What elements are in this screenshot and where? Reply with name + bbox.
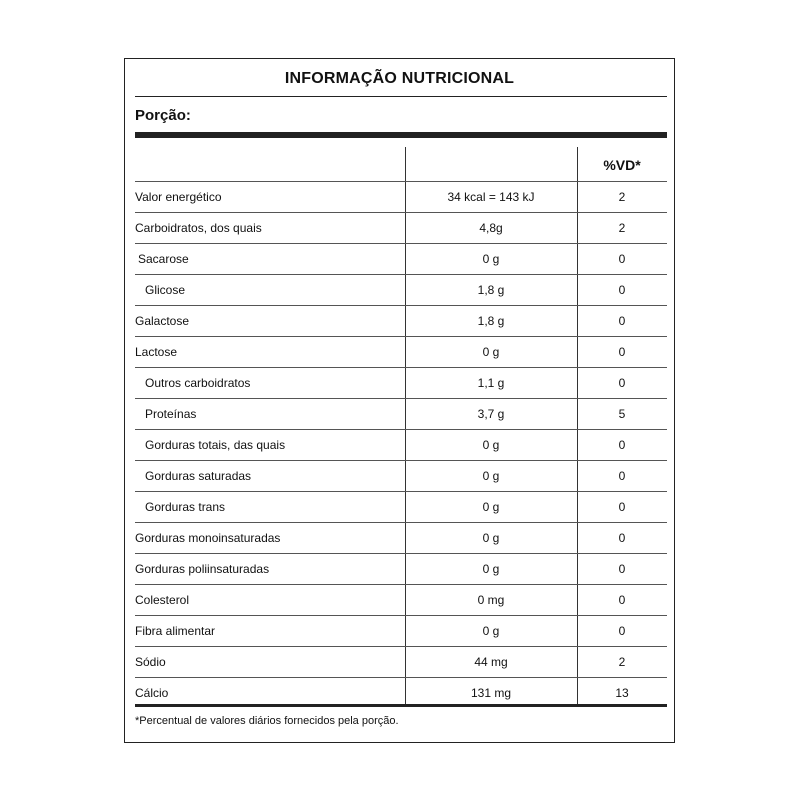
nutrient-vd: 0 — [618, 252, 626, 266]
nutrient-amount: 0 g — [482, 345, 500, 359]
table-row — [135, 368, 667, 399]
nutrient-vd: 0 — [618, 438, 626, 452]
nutrient-amount: 1,1 g — [477, 376, 505, 390]
table-row — [135, 616, 667, 647]
nutrient-name: Gorduras poliinsaturadas — [135, 562, 270, 576]
bottom-thick-divider — [135, 704, 667, 707]
table-row — [135, 554, 667, 585]
nutrient-vd: 2 — [618, 190, 626, 204]
nutrient-name: Lactose — [135, 345, 178, 359]
table-row — [135, 492, 667, 523]
nutrient-vd: 5 — [618, 407, 626, 421]
nutrient-vd: 2 — [618, 221, 626, 235]
nutrient-vd: 2 — [618, 655, 626, 669]
title-divider — [135, 96, 667, 97]
nutrient-vd: 0 — [618, 593, 626, 607]
nutrient-name: Gorduras saturadas — [145, 469, 252, 483]
nutrient-amount: 131 mg — [470, 686, 512, 700]
nutrient-amount: 34 kcal = 143 kJ — [447, 190, 535, 204]
table-row — [135, 337, 667, 368]
table-row — [135, 213, 667, 244]
label-title: INFORMAÇÃO NUTRICIONAL — [284, 70, 515, 87]
table-row — [135, 647, 667, 678]
nutrient-name: Cálcio — [135, 686, 169, 700]
nutrient-name: Sacarose — [138, 252, 189, 266]
nutrient-name: Carboidratos, dos quais — [135, 221, 262, 235]
nutrition-label — [124, 58, 675, 743]
nutrient-name: Gorduras trans — [145, 500, 226, 514]
nutrient-amount: 4,8g — [479, 221, 503, 235]
table-row — [135, 244, 667, 275]
thick-divider — [135, 132, 667, 138]
nutrient-amount: 0 g — [482, 438, 500, 452]
nutrient-amount: 0 mg — [477, 593, 505, 607]
nutrient-name: Valor energético — [135, 190, 222, 204]
nutrient-amount: 1,8 g — [477, 283, 505, 297]
nutrient-name: Gorduras monoinsaturadas — [135, 531, 281, 545]
nutrient-vd: 0 — [618, 469, 626, 483]
nutrient-name: Fibra alimentar — [135, 624, 216, 638]
table-row — [135, 430, 667, 461]
nutrient-name: Colesterol — [135, 593, 190, 607]
nutrient-vd: 13 — [615, 686, 629, 700]
table-row — [135, 523, 667, 554]
nutrient-vd: 0 — [618, 283, 626, 297]
nutrient-name: Galactose — [135, 314, 190, 328]
nutrient-vd: 0 — [618, 376, 626, 390]
vd-header: %VD* — [603, 157, 641, 173]
nutrient-amount: 0 g — [482, 562, 500, 576]
nutrient-name: Outros carboidratos — [145, 376, 251, 390]
table-row — [135, 306, 667, 337]
table-row — [135, 275, 667, 306]
nutrient-name: Gorduras totais, das quais — [145, 438, 286, 452]
nutrient-vd: 0 — [618, 500, 626, 514]
nutrient-amount: 1,8 g — [477, 314, 505, 328]
nutrient-vd: 0 — [618, 624, 626, 638]
nutrient-amount: 0 g — [482, 252, 500, 266]
table-row — [135, 461, 667, 492]
nutrient-vd: 0 — [618, 345, 626, 359]
nutrient-amount: 0 g — [482, 469, 500, 483]
nutrient-vd: 0 — [618, 562, 626, 576]
table-row — [135, 585, 667, 616]
nutrient-vd: 0 — [618, 531, 626, 545]
nutrient-vd: 0 — [618, 314, 626, 328]
nutrient-amount: 0 g — [482, 624, 500, 638]
table-row — [135, 399, 667, 430]
nutrient-amount: 0 g — [482, 500, 500, 514]
footnote: *Percentual de valores diários fornecidos pela porção. — [135, 715, 399, 727]
nutrient-amount: 44 mg — [474, 655, 508, 669]
table-row — [135, 182, 667, 213]
nutrient-name: Glicose — [145, 283, 186, 297]
nutrient-name: Sódio — [135, 655, 166, 669]
serving-label: Porção: — [135, 107, 191, 124]
nutrient-amount: 3,7 g — [477, 407, 505, 421]
nutrient-name: Proteínas — [145, 407, 197, 421]
nutrient-amount: 0 g — [482, 531, 500, 545]
